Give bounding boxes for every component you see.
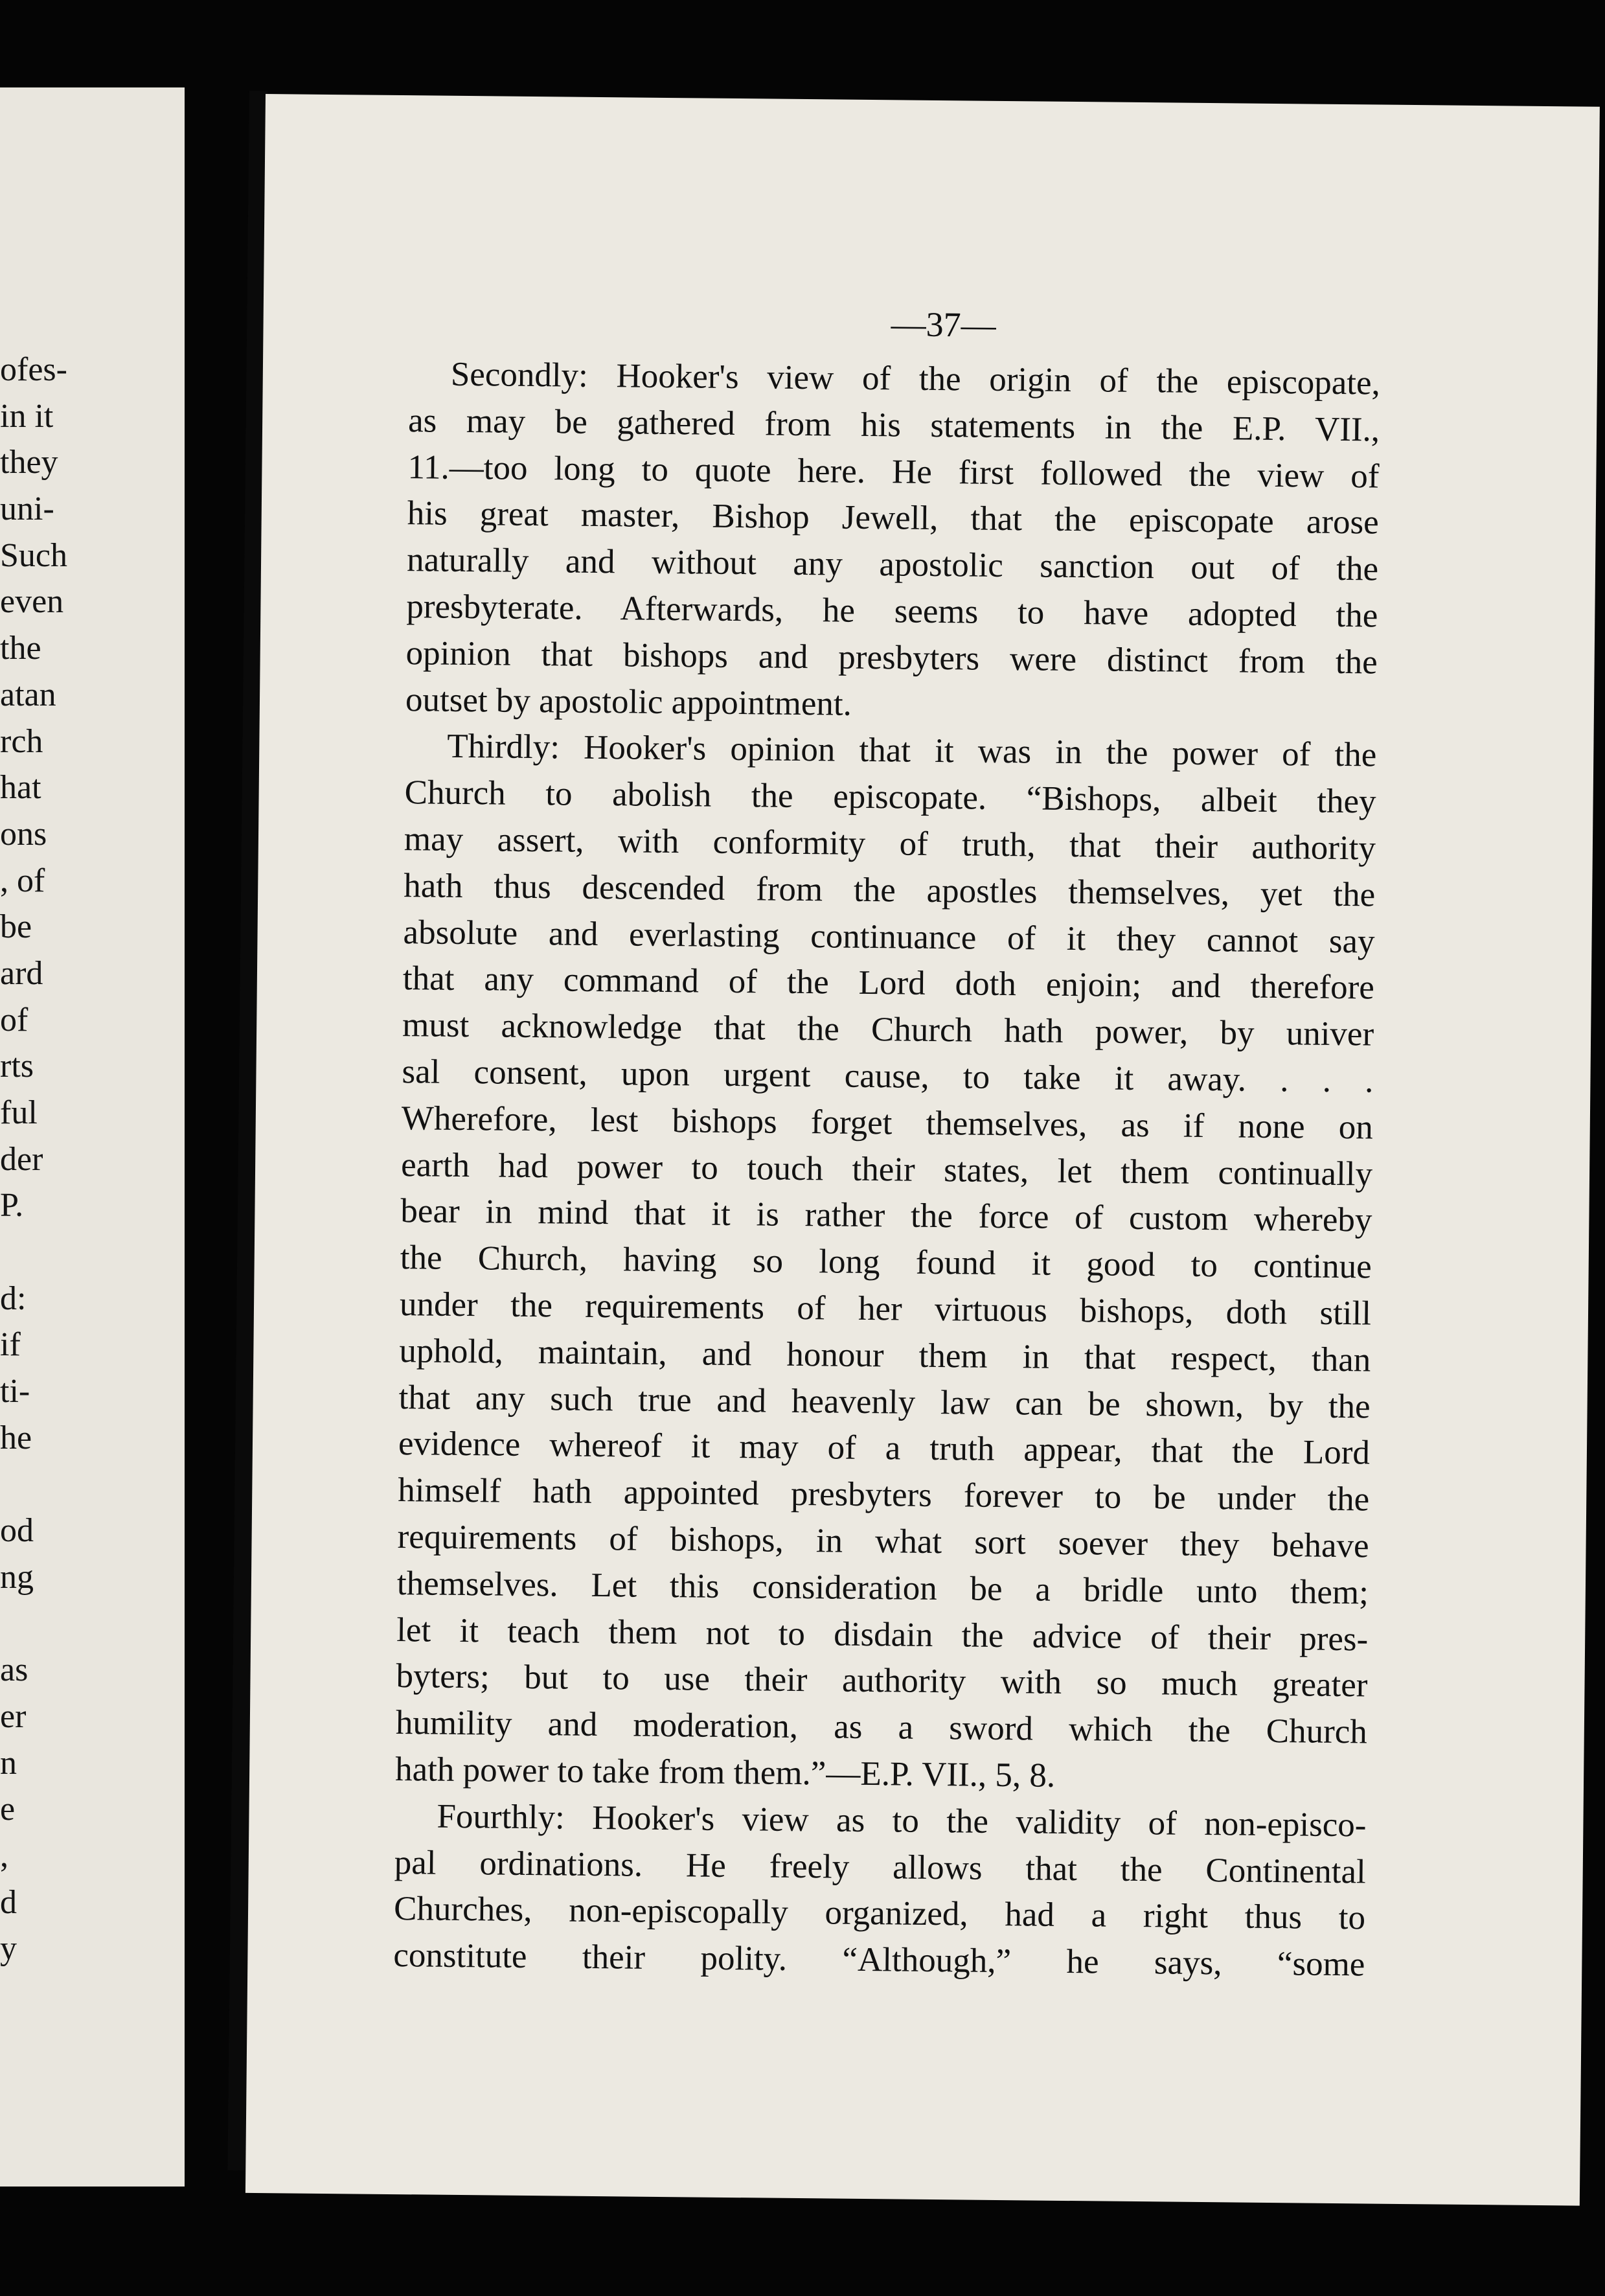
fragment-line: , of xyxy=(0,862,45,899)
text-line: uphold, maintain, and honour them in that respect, than xyxy=(399,1331,1371,1379)
fragment-line: rts xyxy=(0,1048,34,1085)
text-line: Wherefore, lest bishops forget themselves, as if none on xyxy=(401,1099,1374,1147)
text-line: let it teach them not to disdain the advice of their pres- xyxy=(396,1611,1369,1658)
text-line: hath thus descended from the apostles themselves, yet the xyxy=(404,866,1376,914)
text-line: absolute and everlasting continuance of it they cannot say xyxy=(403,913,1375,961)
text-line: pal ordinations. He freely allows that the Continental xyxy=(394,1843,1367,1890)
fragment-line: ard xyxy=(0,954,43,992)
fragment-line: of xyxy=(0,1001,28,1039)
page-body-text xyxy=(393,351,1380,1988)
text-line: opinion that bishops and presbyters were distinct from the xyxy=(405,634,1378,682)
fragment-line: d xyxy=(0,1883,17,1921)
previous-page-fragment xyxy=(0,87,185,2187)
text-line: under the requirements of her virtuous bishops, doth still xyxy=(399,1285,1372,1333)
text-line: Church to abolish the episcopate. “Bishops, albeit they xyxy=(404,774,1376,821)
text-line: bear in mind that it is rather the force of custom whereby xyxy=(400,1192,1372,1239)
text-line: hath power to take from them.”—E.P. VII., 5, 8. xyxy=(394,1750,1056,1795)
text-line: that any such true and heavenly law can be shown, by the xyxy=(398,1378,1371,1425)
text-line: Secondly: Hooker's view of the origin of the episcopate, xyxy=(450,355,1381,402)
text-line: the Church, having so long found it good to continue xyxy=(400,1239,1372,1286)
fragment-line: ng xyxy=(0,1558,34,1596)
fragment-line: hat xyxy=(0,769,41,807)
fragment-line: atan xyxy=(0,676,56,713)
text-line: Thirdly: Hooker's opinion that it was in the power of the xyxy=(447,728,1377,774)
fragment-line xyxy=(0,1229,78,1276)
fragment-line: er xyxy=(0,1697,27,1735)
text-line: his great master, Bishop Jewell, that the episcopate arose xyxy=(407,494,1380,542)
fragment-line: ful xyxy=(0,1094,38,1131)
text-line: outset by apostolic appointment. xyxy=(405,680,852,723)
fragment-line: y xyxy=(0,1930,17,1968)
fragment-line: d: xyxy=(0,1280,27,1317)
fragment-line: they xyxy=(0,444,58,481)
fragment-line: P. xyxy=(0,1187,24,1224)
fragment-line: he xyxy=(0,1419,32,1456)
previous-page-text xyxy=(0,347,78,1972)
fragment-line: der xyxy=(0,1140,43,1178)
fragment-line: ofes- xyxy=(0,351,67,388)
text-line: as may be gathered from his statements in the E.P. VII., xyxy=(407,401,1380,449)
text-line: naturally and without any apostolic sanction out of the xyxy=(406,541,1379,588)
text-line: requirements of bishops, in what sort soever they behave xyxy=(397,1517,1369,1565)
text-line: constitute their polity. “Although,” he says, “some xyxy=(393,1936,1365,1984)
fragment-line: even xyxy=(0,583,64,621)
fragment-line: e xyxy=(0,1791,16,1828)
text-line: Fourthly: Hooker's view as to the validity of non-episco- xyxy=(437,1797,1367,1844)
text-line: Churches, non-episcopally organized, had a right thus to xyxy=(393,1890,1366,1937)
fragment-line: the xyxy=(0,630,41,667)
fragment-line: od xyxy=(0,1512,34,1550)
fragment-line: as xyxy=(0,1651,28,1689)
fragment-line xyxy=(0,1462,78,1508)
text-line: evidence whereof it may of a truth appear, that the Lord xyxy=(398,1425,1371,1472)
fragment-line: Such xyxy=(0,536,67,574)
fragment-line: rch xyxy=(0,722,43,760)
text-line: sal consent, upon urgent cause, to take it away. . . . xyxy=(402,1053,1374,1100)
text-line: humility and moderation, as a sword which the Church xyxy=(395,1704,1368,1751)
text-line: themselves. Let this consideration be a bridle unto them; xyxy=(396,1564,1369,1612)
fragment-line: uni- xyxy=(0,490,54,528)
text-line: must acknowledge that the Church hath power, by univer xyxy=(402,1006,1374,1053)
fragment-line: ti- xyxy=(0,1373,30,1410)
text-line: byters; but to use their authority with so much greater xyxy=(396,1657,1368,1705)
current-page xyxy=(245,94,1600,2206)
text-line: himself hath appointed presbyters forever to be under the xyxy=(398,1471,1370,1519)
fragment-line: be xyxy=(0,908,32,946)
text-line: may assert, with conformity of truth, that their authority xyxy=(404,820,1376,867)
text-line: earth had power to touch their states, let them continually xyxy=(400,1145,1373,1193)
page-number: —37— xyxy=(891,304,996,345)
fragment-line: in it xyxy=(0,397,54,435)
text-line: 11.—too long to quote here. He first followed the view of xyxy=(407,448,1380,496)
fragment-line: n xyxy=(0,1744,17,1782)
fragment-line: ons xyxy=(0,815,47,853)
text-line: presbyterate. Afterwards, he seems to have adopted the xyxy=(406,588,1378,635)
text-line: that any command of the Lord doth enjoin; and therefore xyxy=(402,959,1375,1007)
fragment-line xyxy=(0,1601,78,1647)
fragment-line: , xyxy=(0,1837,8,1874)
fragment-line: if xyxy=(0,1326,21,1364)
